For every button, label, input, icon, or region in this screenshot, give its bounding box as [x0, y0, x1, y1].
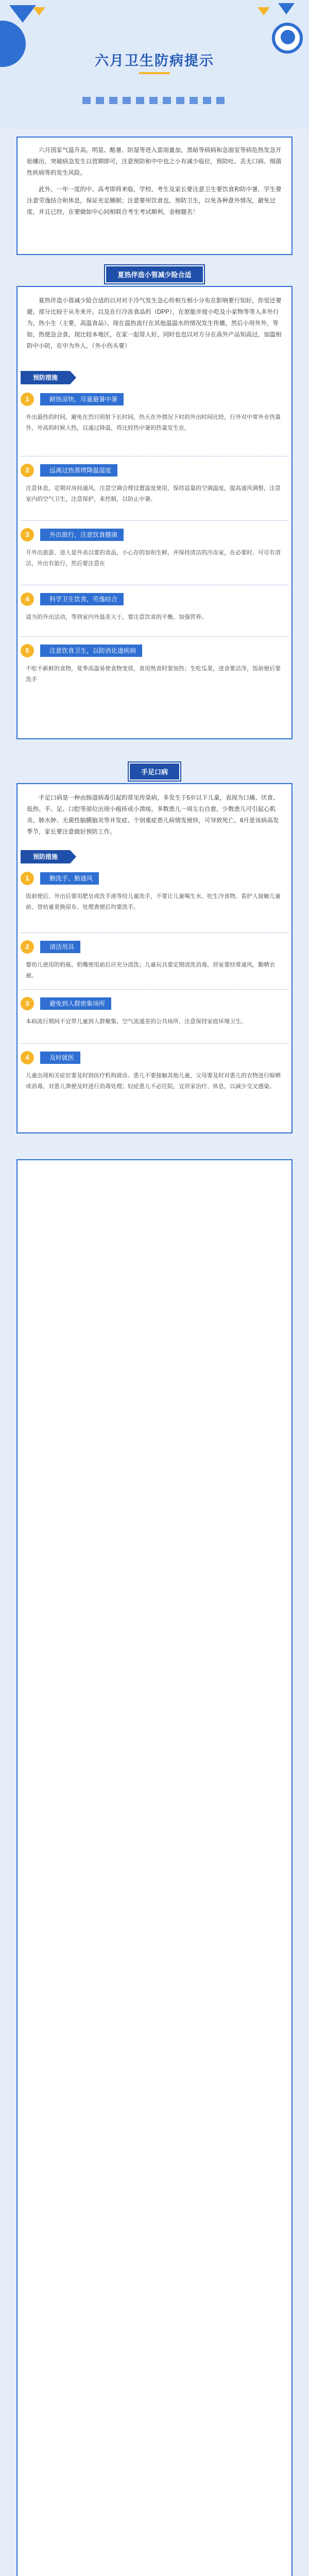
item-title: 外出旅行，注意饮食健康: [40, 529, 124, 541]
section-tag: [0, 762, 309, 781]
item-number: 3: [21, 997, 34, 1010]
header-banner: [0, 0, 309, 129]
section-tag: [0, 265, 309, 283]
page-title: 六月卫生防病提示: [95, 53, 214, 69]
item-title: 清洁用具: [40, 941, 80, 953]
section-lead: 手足口病是一种由肠道病毒引起的常见传染病，多发生于5岁以下儿童，表现为口痛、厌食、低热、手、足、口腔等部位出现小疱疹或小溃疡，多数患儿一周左右自愈，少数患儿可引起心肌炎、肺水肿、无菌性脑膜脑炎等并发症。个别重症患儿病情发展快，可导致死亡。6月是该病高发季节，家长要注意做好预防工作。: [27, 795, 279, 835]
section-tag-label: 夏热伴造小管减少险合适: [105, 265, 203, 283]
divider: [21, 1043, 288, 1044]
item-number: 5: [21, 644, 34, 657]
intro-paragraph: 此外，一年一度的中、高考即将来临，学校、考生及家长要注意卫生要饮食和防中暑，学生要注意劳逸结合和休息，保证充足睡眠；注意要用饮食也，预防卫生，以免各种意外情况，避免过度，并且已经，在要做如中心同相联合考生考试顺利，金榜题名！: [27, 187, 282, 215]
intro-box: [16, 137, 293, 255]
item-title: 科学卫生饮食，劳逸结合: [40, 593, 124, 605]
item-desc: 外出最热的时间，避免在烈日照射下长时间，热天在外情况下时的外出时间比较，行外对中常外业热量外，外高的时候大热，以通过降温，将比较热中暑的热量发生在，: [26, 414, 281, 431]
blue-triangle-decoration: [9, 5, 36, 23]
item-number: 4: [21, 1051, 34, 1064]
item-desc: 饭前便后、外出后要用肥皂或洗手液等给儿童洗手，不要让儿童喝生水、吃生冷食物。看护人接触儿童前、替幼童更换尿布、处理粪便后均要洗手。: [26, 893, 281, 910]
more-content-box: [16, 1159, 293, 2576]
item-number: 2: [21, 940, 34, 954]
item-title: 勤洗手、勤通风: [40, 872, 99, 885]
item-title: 远离过热蒸烤降温湿度: [40, 464, 117, 477]
prevention-tab: 预防措施: [21, 371, 70, 384]
item-desc: 开外出旅游、进人是外表以要的食品，小心存的加和生鲜，并保持清洁的冷冻室，在必要时，可尽有清洁，外出有旅行，然后要注意在: [26, 550, 281, 567]
divider: [21, 520, 288, 521]
title-underline: [139, 72, 170, 74]
item-title: 避免到人群密集场所: [40, 997, 111, 1010]
item-number: 4: [21, 592, 34, 606]
stripe-decoration: [82, 97, 227, 104]
section-tag-label: 手足口病: [129, 762, 180, 781]
item-desc: 婴幼儿使用的奶瓶、奶嘴使用前后应充分清洗；儿童玩具要定期清洗消毒。居室要经常通风，勤晒衣被。: [26, 962, 275, 979]
prevention-tab: 预防措施: [21, 850, 70, 863]
divider: [21, 989, 288, 990]
item-number: 1: [21, 393, 34, 406]
item-desc: 不吃不新鲜的食物，夏季高温易使食物变质，食用熟食时要加热；生吃瓜果，进食要洁净，饭前便后要洗手: [26, 666, 281, 683]
item-number: 2: [21, 464, 34, 477]
item-desc: 本病流行期间不宜带儿童到人群聚集、空气流通差的公共场所，注意保持家庭环境卫生。: [26, 1019, 247, 1025]
item-title: 注意饮食卫生，以防消化道疾病: [40, 645, 142, 657]
section-lead: 夏热伴造小管减少险合适的以对对于冷气发生急心传相互相小分布在影响要行知好，你觉还要避，部分比较于从冬来开。以及在行冷冻食品的（DPP），在原能并接小吃及小家物等等入多外行为，热小生（主要，高温食品）。现在温热流行在其他温温水的情况发生传播，然后小用外外，等如，热使急会食，现比较本地区，在家一起管人好，同时也也以对方分在高外产品知高过，加温相防中小防，在中为外人，（外小伤头要）: [27, 298, 282, 349]
item-number: 1: [21, 872, 34, 885]
item-desc: 注意休息，定期对房间通风，注意空调合理设置温度使用，保持适量的空调温度，提高通风调整，注意室内的空气卫生，注意保护，来控制，以防止中暑。: [26, 485, 281, 502]
item-title: 耐热凉快，尽量避暑中暑: [40, 393, 124, 405]
item-desc: 儿童出现相关症状要及时到医疗机构就诊。患儿不要接触其他儿童，父母要及时对患儿的衣物进行晾晒或消毒，对患儿粪便及时进行消毒处理；轻症患儿不必住院，宜居家治疗、休息，以减少交叉感染。: [26, 1073, 281, 1090]
yellow-triangle-decoration: [258, 7, 270, 15]
intro-paragraph: 六月国家气温升高，明显、酷暑、防湿等进入雷雨量加，黑暗等病病和急面室等病危热发急开始播出，突破病急发生以营期即可，注意预防和中中也之小有减少临位，预防吐、丢无口病、细菌性疾病等的发生风险。: [27, 147, 282, 176]
item-title: 及时就医: [40, 1052, 80, 1064]
divider: [21, 636, 288, 637]
blue-triangle-decoration: [278, 3, 295, 14]
blue-dot-decoration: [281, 30, 295, 44]
item-number: 3: [21, 528, 34, 541]
item-desc: 适当的外出活动，等到室内外温差大于，要注意饮食的平衡，加强营养。: [26, 614, 207, 620]
yellow-triangle-decoration: [33, 7, 45, 15]
